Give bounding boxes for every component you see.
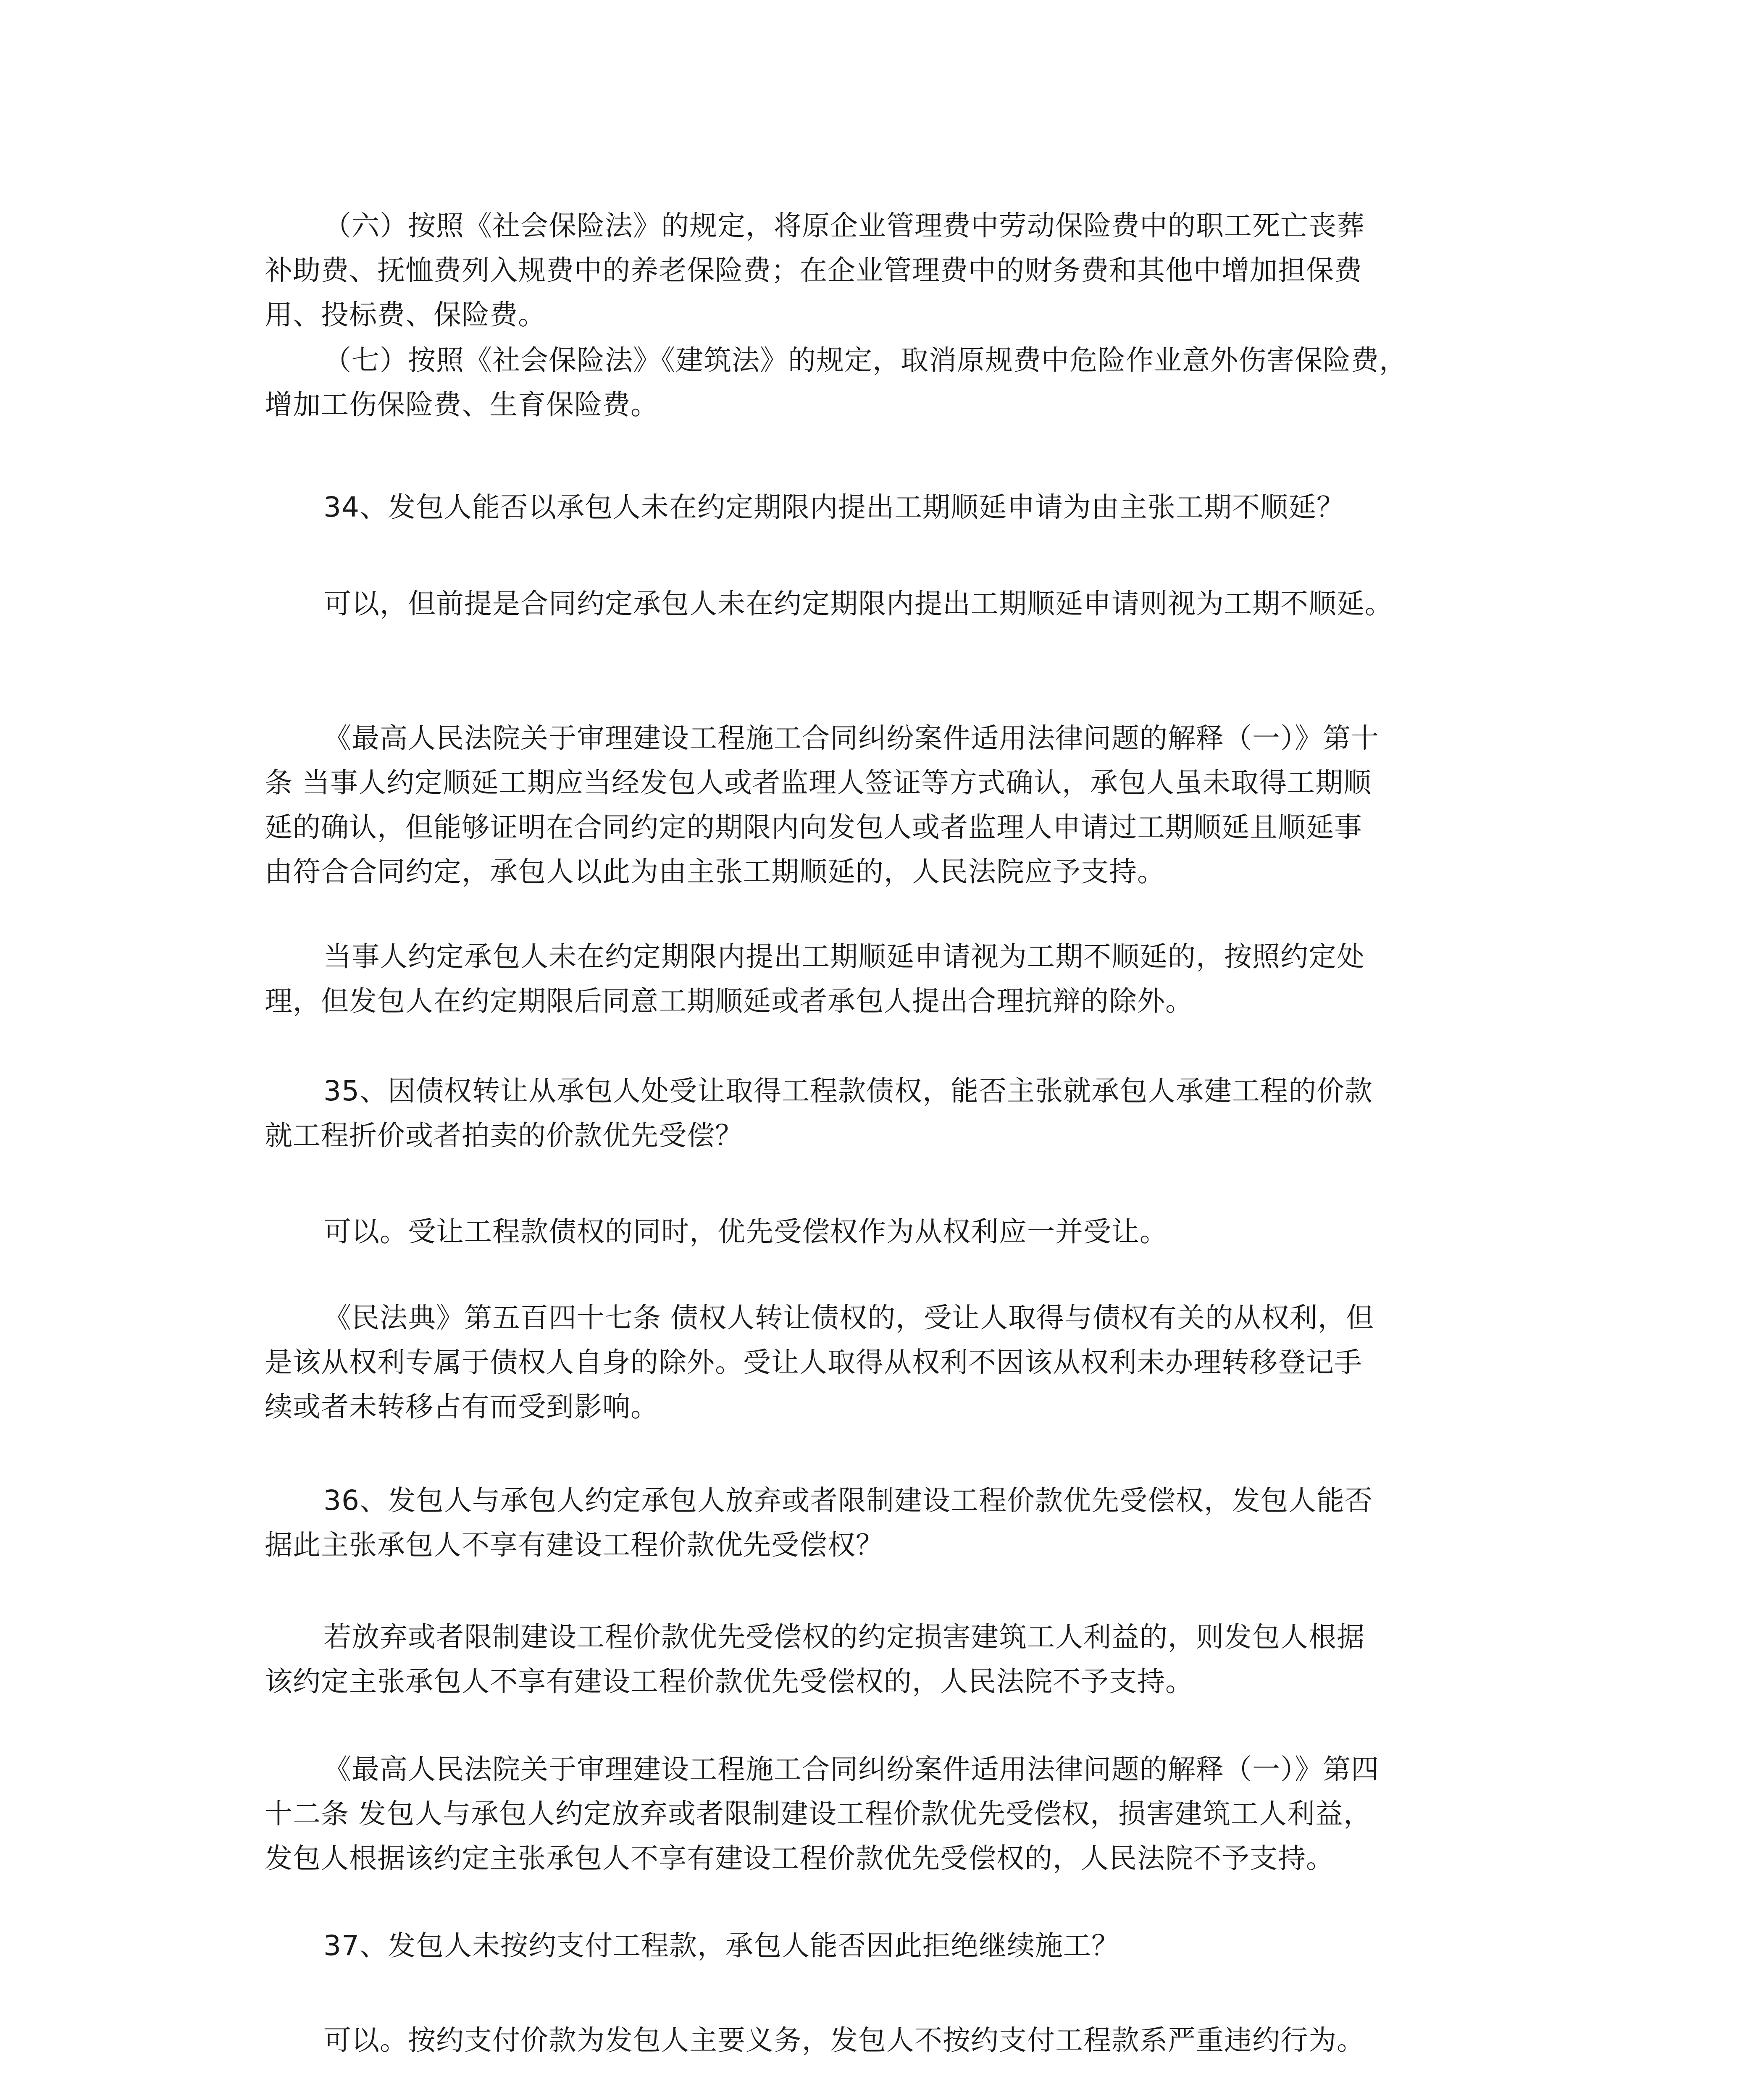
text-line: 34、发包人能否以承包人未在约定期限内提出工期顺延申请为由主张工期不顺延？: [323, 491, 1345, 523]
text-line: 就工程折价或者拍卖的价款优先受偿？: [265, 1119, 743, 1152]
text-line: 若放弃或者限制建设工程价款优先受偿权的约定损害建筑工人利益的，则发包人根据: [323, 1621, 1365, 1653]
paragraph: [265, 2018, 1479, 2063]
paragraph: [265, 1210, 1479, 1254]
text-line: 条 当事人约定顺延工期应当经发包人或者监理人签证等方式确认，承包人虽未取得工期顺: [265, 766, 1372, 799]
paragraph: [265, 338, 1479, 427]
text-line: 补助费、抚恤费列入规费中的养老保险费；在企业管理费中的财务费和其他中增加担保费: [265, 254, 1362, 286]
text-line: 延的确认，但能够证明在合同约定的期限内向发包人或者监理人申请过工期顺延且顺延事: [265, 811, 1362, 843]
text-line: 据此主张承包人不享有建设工程价款优先受偿权？: [265, 1529, 884, 1561]
text-line: 37、发包人未按约支付工程款，承包人能否因此拒绝继续施工？: [323, 1929, 1119, 1962]
text-line: 该约定主张承包人不享有建设工程价款优先受偿权的，人民法院不予支持。: [265, 1665, 1193, 1698]
text-line: 可以，但前提是合同约定承包人未在约定期限内提出工期顺延申请则视为工期不顺延。: [323, 588, 1393, 620]
text-line: 可以。受让工程款债权的同时，优先受偿权作为从权利应一并受让。: [323, 1215, 1168, 1248]
question-heading: [265, 485, 1479, 530]
paragraph: [265, 1747, 1479, 1881]
text-line: （七）按照《社会保险法》《建筑法》的规定，取消原规费中危险作业意外伤害保险费，: [323, 344, 1407, 376]
paragraph: [265, 582, 1479, 626]
text-line: 当事人约定承包人未在约定期限内提出工期顺延申请视为工期不顺延的，按照约定处: [323, 940, 1365, 973]
text-line: 增加工伤保险费、生育保险费。: [265, 388, 659, 421]
paragraph: [265, 1615, 1479, 1704]
question-heading: [265, 1478, 1479, 1567]
question-heading: [265, 1069, 1479, 1158]
text-line: 《最高人民法院关于审理建设工程施工合同纠纷案件适用法律问题的解释（一）》第四: [323, 1753, 1379, 1785]
text-line: 35、因债权转让从承包人处受让取得工程款债权，能否主张就承包人承建工程的价款: [323, 1075, 1373, 1107]
text-line: 续或者未转移占有而受到影响。: [265, 1391, 659, 1423]
paragraph: [265, 934, 1479, 1024]
text-line: 由符合合同约定，承包人以此为由主张工期顺延的，人民法院应予支持。: [265, 856, 1165, 888]
paragraph: [265, 716, 1479, 894]
text-line: 理，但发包人在约定期限后同意工期顺延或者承包人提出合理抗辩的除外。: [265, 985, 1193, 1017]
text-line: 《最高人民法院关于审理建设工程施工合同纠纷案件适用法律问题的解释（一）》第十: [323, 722, 1379, 754]
text-line: 是该从权利专属于债权人自身的除外。受让人取得从权利不因该从权利未办理转移登记手: [265, 1346, 1362, 1378]
text-line: 36、发包人与承包人约定承包人放弃或者限制建设工程价款优先受偿权，发包人能否: [323, 1484, 1373, 1517]
text-line: 可以。按约支付价款为发包人主要义务，发包人不按约支付工程款系严重违约行为。: [323, 2024, 1365, 2056]
text-line: 《民法典》第五百四十七条 债权人转让债权的，受让人取得与债权有关的从权利，但: [323, 1302, 1374, 1334]
question-heading: [265, 1924, 1479, 1968]
text-line: （六）按照《社会保险法》的规定，将原企业管理费中劳动保险费中的职工死亡丧葬: [323, 210, 1365, 242]
paragraph: [265, 1296, 1479, 1429]
text-line: 发包人根据该约定主张承包人不享有建设工程价款优先受偿权的，人民法院不予支持。: [265, 1842, 1334, 1874]
paragraph: [265, 204, 1479, 337]
text-line: 用、投标费、保险费。: [265, 299, 546, 331]
text-line: 十二条 发包人与承包人约定放弃或者限制建设工程价款优先受偿权，损害建筑工人利益，: [265, 1798, 1372, 1830]
